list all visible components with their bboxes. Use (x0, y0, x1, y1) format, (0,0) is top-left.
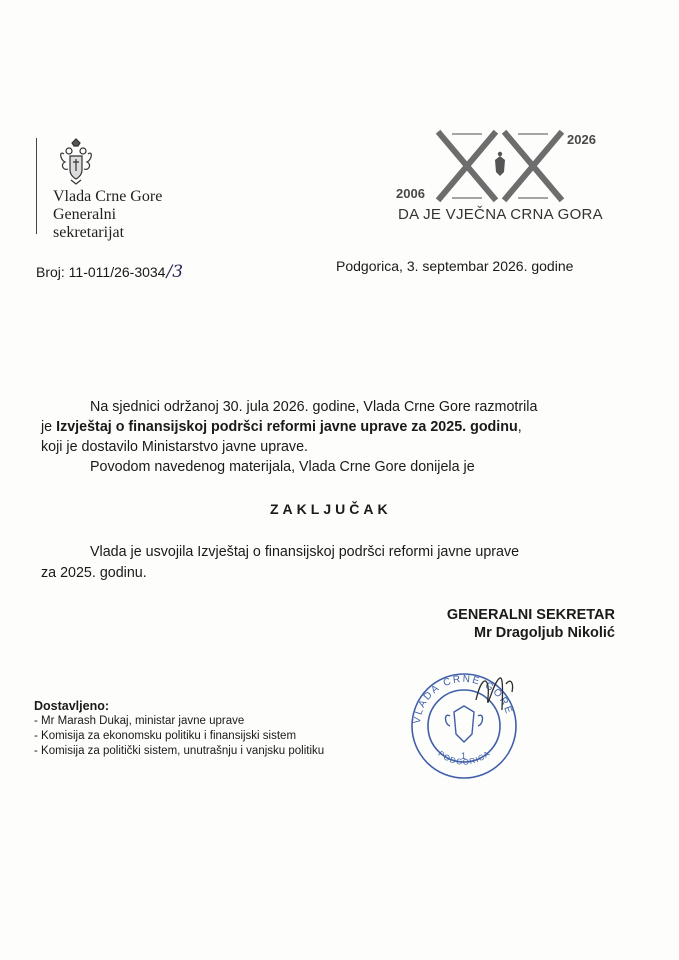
distribution-heading: Dostavljeno: (34, 699, 110, 713)
list-item: - Mr Marash Dukaj, ministar javne uprave (34, 715, 245, 727)
place-and-date: Podgorica, 3. septembar 2026. godine (336, 258, 574, 274)
org-line-2: Generalni (53, 206, 117, 223)
stamp-bottom-text: PODGORICA (436, 748, 493, 767)
report-title: Izvještaj o finansijskoj podršci reformi javne uprave za 2025. godinu (56, 419, 518, 435)
list-item: - Komisija za ekonomsku politiku i finansijski sistem (34, 730, 297, 742)
signer-title: GENERALNI SEKRETAR (446, 607, 615, 623)
decision-title: ZAKLJUČAK (270, 501, 392, 517)
conclusion (41, 542, 520, 584)
reference-number (36, 262, 183, 282)
stamp-number: 1 (461, 751, 469, 761)
conclusion-line-1: Vlada je usvojila Izvještaj o finansijskoj podršci reformi javne uprave (90, 544, 520, 560)
signature-block (447, 606, 615, 642)
organization-name (53, 188, 162, 242)
header-divider (36, 138, 37, 234)
list-item: - Komisija za politički sistem, unutrašnju i vanjsku politiku (34, 745, 325, 757)
official-stamp-icon (398, 664, 538, 784)
distribution-list (34, 699, 324, 759)
distribution-items (34, 714, 324, 759)
logo-year-end: 2026 (567, 132, 596, 147)
body-line-2-prefix: je (41, 419, 57, 435)
body-line-1: Na sjednici održanoj 30. jula 2026. godine, Vlada Crne Gore razmotrila (90, 399, 538, 415)
org-line-1: Vlada Crne Gore (53, 188, 163, 205)
logo-year-start: 2006 (396, 186, 425, 201)
body-line-2-suffix: , (517, 419, 522, 435)
body-paragraph-2: Povodom navedenog materijala, Vlada Crne Gore donijela je (90, 459, 475, 475)
signer-name: Mr Dragoljub Nikolić (474, 625, 615, 641)
conclusion-line-2: za 2025. godinu. (41, 565, 147, 581)
logo-motto: DA JE VJEČNA CRNA GORA (398, 206, 603, 223)
body-line-2 (41, 417, 620, 437)
stamp-ring-text: VLADA CRNE GORE (411, 673, 515, 725)
org-line-3: sekretarijat (53, 224, 125, 241)
reference-number-text: Broj: 11-011/26-3034 (36, 264, 166, 280)
reference-handwritten-suffix: /3 (166, 262, 184, 282)
letter-body (41, 397, 620, 477)
coat-of-arms-icon (56, 138, 96, 186)
body-line-3: koji je dostavilo Ministarstvo javne uprave. (41, 439, 308, 455)
